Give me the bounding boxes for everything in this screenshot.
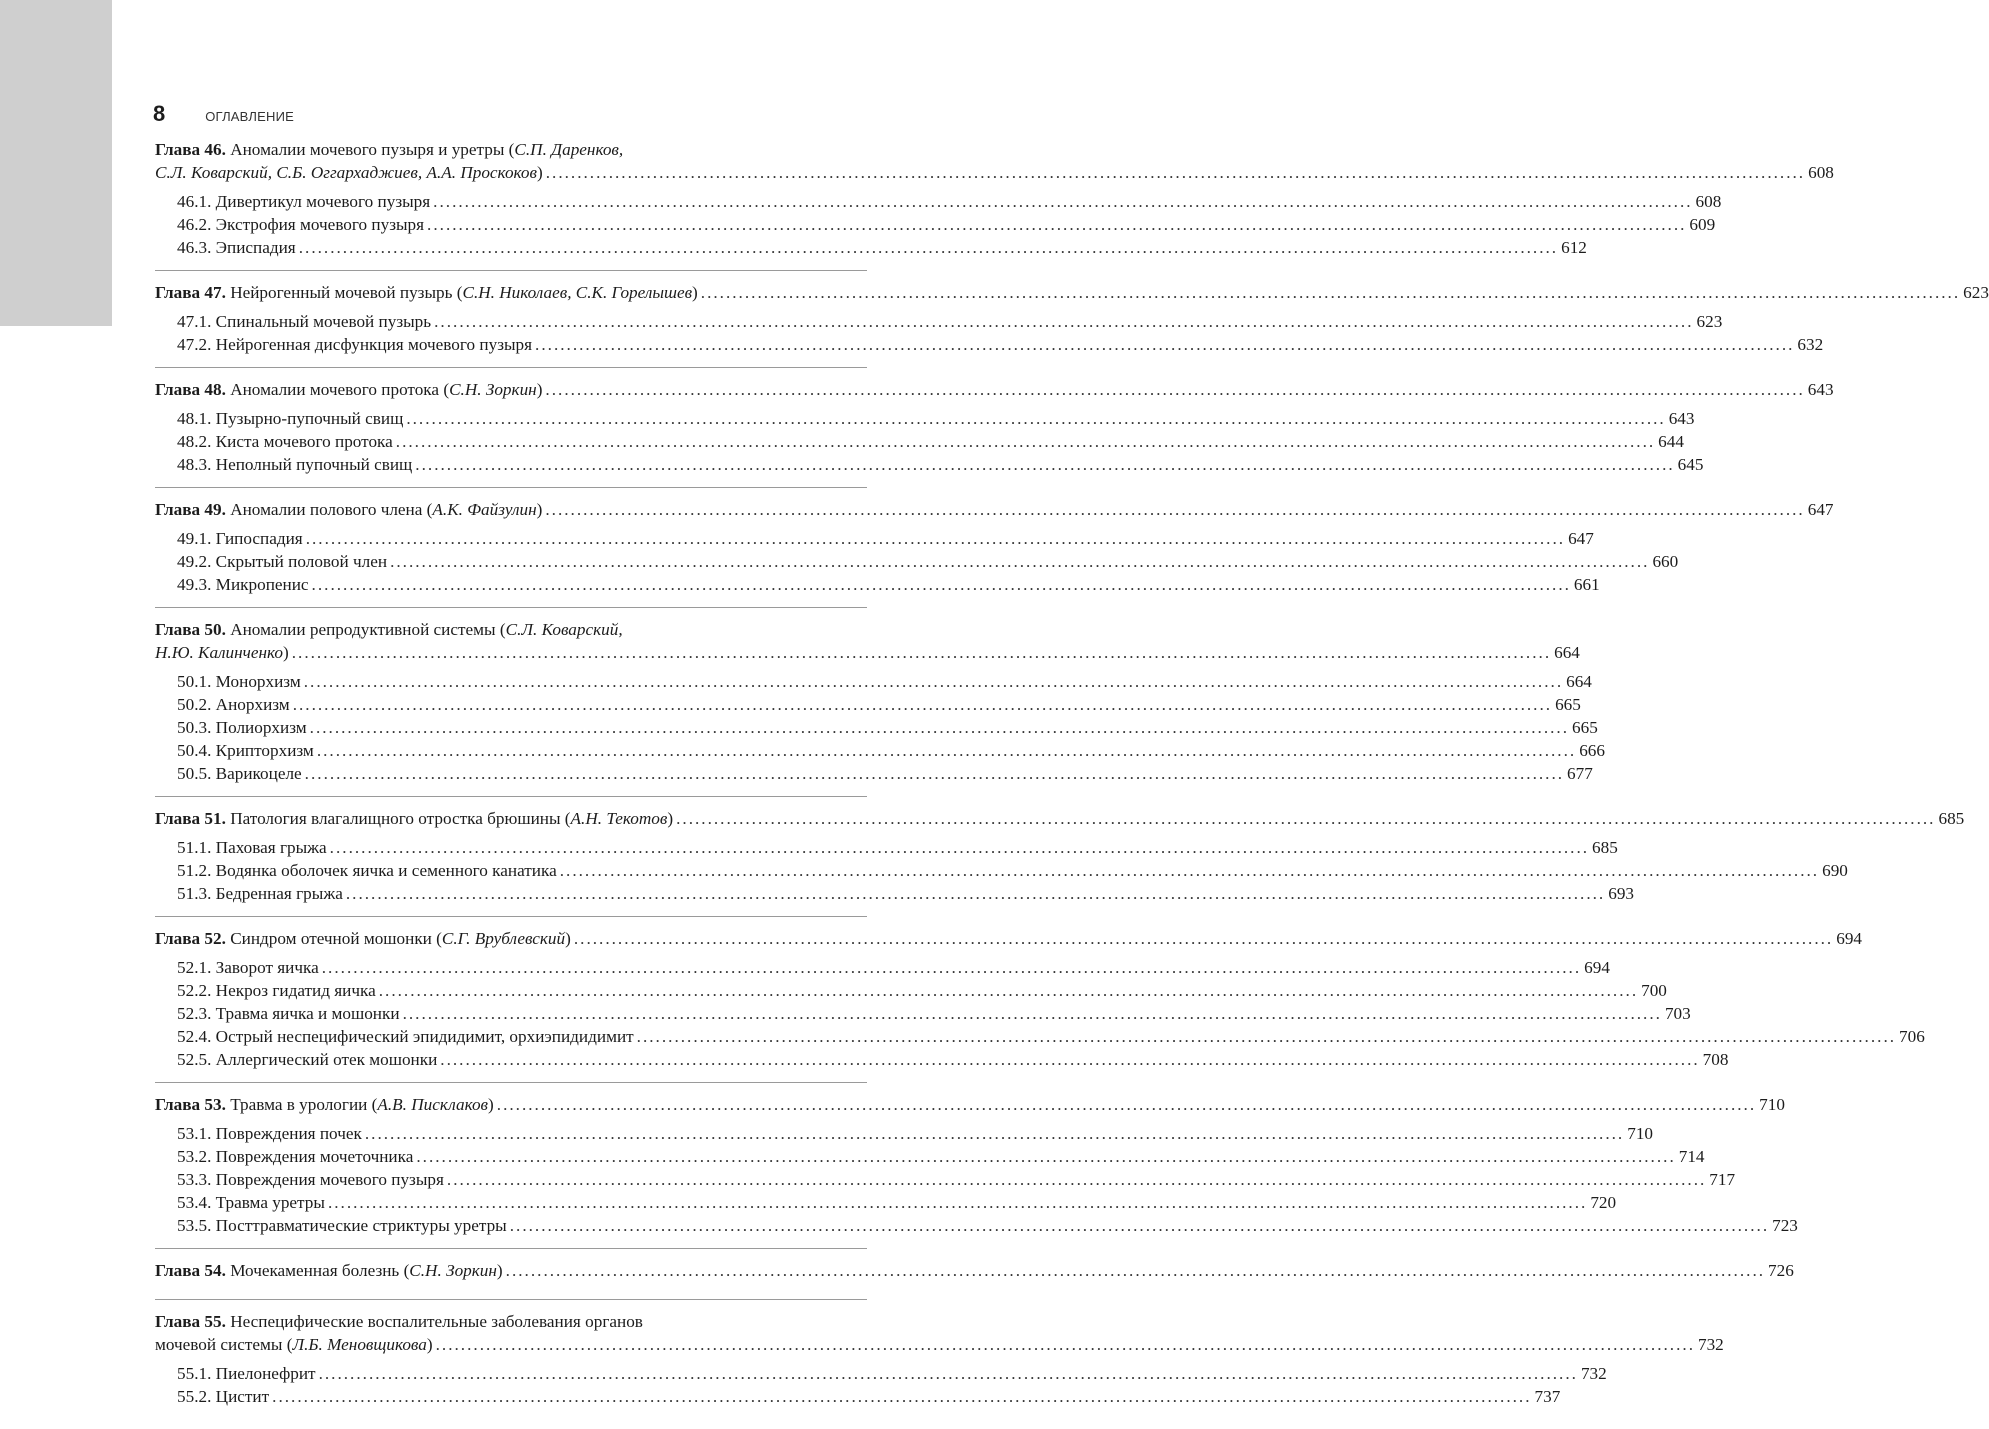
toc-entry[interactable] (155, 1385, 1561, 1408)
chapter-label: Глава 54. (155, 1261, 226, 1280)
dot-leader: ........................................................................................................................................................................................................ (327, 1193, 1588, 1212)
toc-entry[interactable] (155, 1191, 1617, 1214)
chapter-49 (155, 498, 1834, 608)
chapter-54 (155, 1259, 1794, 1300)
page-ref: 647 (1807, 500, 1834, 519)
toc-entry[interactable] (155, 1002, 1691, 1025)
dot-leader: ........................................................................................................................................................................................................ (378, 981, 1639, 1000)
entry-title: 47.2. Нейрогенная дисфункция мочевого пузыря (177, 335, 533, 354)
toc-entry[interactable] (155, 430, 1684, 453)
chapter-heading[interactable] (155, 138, 1834, 184)
chapter-53 (155, 1093, 1798, 1249)
toc-entry[interactable] (155, 407, 1695, 430)
toc-entry[interactable] (155, 213, 1716, 236)
toc-entry[interactable] (155, 1048, 1729, 1071)
toc-entry[interactable] (155, 882, 1634, 905)
page-ref: 732 (1697, 1335, 1724, 1354)
page-ref: 608 (1808, 163, 1834, 182)
dot-leader: ........................................................................................................................................................................................................ (433, 192, 1693, 211)
page-ref: 644 (1658, 432, 1684, 451)
toc-entry[interactable] (155, 310, 1723, 333)
entry-title: 52.2. Некроз гидатид яичка (177, 981, 376, 1000)
toc-entry[interactable] (155, 693, 1581, 716)
entry-title: 50.2. Анорхизм (177, 695, 290, 714)
toc-entry[interactable] (155, 956, 1610, 979)
chapter-authors: Л.Б. Меновщикова (292, 1335, 427, 1354)
page-ref: 664 (1554, 643, 1580, 662)
chapter-authors: Н.Ю. Калинченко (155, 643, 283, 662)
chapter-title-close: ) (667, 809, 674, 828)
toc-entry[interactable] (155, 1145, 1705, 1168)
page-ref: 717 (1709, 1170, 1736, 1189)
dot-leader: ........................................................................................................................................................................................................ (304, 764, 1565, 783)
dot-leader: ........................................................................................................................................................................................................ (318, 1364, 1578, 1383)
page-ref: 665 (1572, 718, 1598, 737)
page-ref: 693 (1608, 884, 1634, 903)
chapter-title-close: ) (536, 163, 543, 182)
chapter-51 (155, 807, 1965, 917)
chapter-authors: С.Л. Коварский, С.Б. Оггархаджиев, А.А. Проскоков (155, 163, 537, 182)
dot-leader: ........................................................................................................................................................................................................ (416, 1147, 1676, 1166)
entry-title: 51.2. Водянка оболочек яичка и семенного канатика (177, 861, 557, 880)
dot-leader: ........................................................................................................................................................................................................ (329, 838, 1590, 857)
chapter-title: Мочекаменная болезнь ( (230, 1261, 410, 1280)
chapter-title: Травма в урологии ( (230, 1095, 378, 1114)
dot-leader: ........................................................................................................................................................................................................ (446, 1170, 1707, 1189)
page-ref: 660 (1652, 552, 1679, 571)
chapter-heading[interactable] (155, 618, 1580, 664)
chapter-authors: С.Г. Врублевский (441, 929, 566, 948)
chapter-title-close: ) (426, 1335, 433, 1354)
dot-leader: ........................................................................................................................................................................................................ (390, 552, 1650, 571)
entry-title: 49.3. Микропенис (177, 575, 309, 594)
chapter-heading[interactable] (155, 927, 1862, 950)
dot-leader: ........................................................................................................................................................................................................ (509, 1216, 1770, 1235)
entry-title: 46.2. Экстрофия мочевого пузыря (177, 215, 425, 234)
dot-leader: ........................................................................................................................................................................................................ (298, 238, 1559, 257)
chapter-55 (155, 1310, 1724, 1419)
chapter-48 (155, 378, 1834, 488)
toc-entry[interactable] (155, 453, 1704, 476)
chapter-title-close: ) (692, 283, 698, 302)
dot-leader: ........................................................................................................................................................................................................ (496, 1095, 1757, 1114)
chapter-heading[interactable] (155, 1259, 1794, 1282)
page-ref: 666 (1579, 741, 1605, 760)
chapter-authors: А.К. Файзулин (432, 500, 537, 519)
chapter-50 (155, 618, 1605, 797)
toc-entry[interactable] (155, 739, 1605, 762)
toc-entry[interactable] (155, 236, 1587, 259)
page-ref: 714 (1678, 1147, 1705, 1166)
toc-entry[interactable] (155, 550, 1679, 573)
dot-leader: ........................................................................................................................................................................................................ (545, 380, 1805, 399)
page-ref: 664 (1566, 672, 1592, 691)
toc-entry[interactable] (155, 333, 1824, 356)
page-ref: 706 (1899, 1027, 1925, 1046)
chapter-title-close: ) (565, 929, 571, 948)
page-ref: 677 (1567, 764, 1593, 783)
dot-leader: ........................................................................................................................................................................................................ (305, 529, 1566, 548)
entry-title: 52.5. Аллергический отек мошонки (177, 1050, 438, 1069)
chapter-heading[interactable] (155, 1310, 1724, 1356)
page-ref: 609 (1689, 215, 1716, 234)
chapter-label: Глава 46. (155, 140, 226, 159)
chapter-title-close: ) (488, 1095, 494, 1114)
chapter-authors: С.Н. Николаев, С.К. Горелышев (462, 283, 693, 302)
table-of-contents (155, 138, 1989, 1429)
page-ref: 690 (1822, 861, 1848, 880)
entry-title: 50.1. Монорхизм (177, 672, 301, 691)
chapter-authors: С.Н. Зоркин (449, 380, 537, 399)
chapter-label: Глава 51. (155, 809, 226, 828)
chapter-authors: С.Н. Зоркин (409, 1261, 497, 1280)
chapter-title-line (155, 641, 1580, 664)
chapter-title-close: ) (536, 500, 543, 519)
toc-entry[interactable] (155, 527, 1594, 550)
entry-title: 46.3. Эписпадия (177, 238, 296, 257)
toc-entry[interactable] (155, 1362, 1607, 1385)
toc-entry[interactable] (155, 1214, 1798, 1237)
chapter-title: Аномалии полового члена ( (230, 500, 433, 519)
entry-title: 52.4. Острый неспецифический эпидидимит, орхиэпидидимит (177, 1027, 634, 1046)
dot-leader: ........................................................................................................................................................................................................ (292, 695, 1553, 714)
dot-leader: ........................................................................................................................................................................................................ (427, 215, 1687, 234)
page-ref: 612 (1561, 238, 1587, 257)
page-ref: 643 (1807, 380, 1834, 399)
page-ref: 647 (1568, 529, 1594, 548)
toc-entry[interactable] (155, 836, 1618, 859)
chapter-title: Нейрогенный мочевой пузырь ( (230, 283, 463, 302)
entry-title: 52.1. Заворот яичка (177, 958, 319, 977)
chapter-authors: А.В. Писклаков (377, 1095, 489, 1114)
toc-entry[interactable] (155, 979, 1667, 1002)
chapter-title: Аномалии мочевого пузыря и уретры ( (230, 140, 515, 159)
dot-leader: ........................................................................................................................................................................................................ (272, 1387, 1532, 1406)
toc-entry[interactable] (155, 573, 1600, 596)
dot-leader: ........................................................................................................................................................................................................ (316, 741, 1577, 760)
page-ref: 623 (1696, 312, 1723, 331)
chapter-47 (155, 281, 1989, 368)
chapter-title: Аномалии мочевого протока ( (230, 380, 450, 399)
toc-entry[interactable] (155, 1168, 1736, 1191)
dot-leader: ........................................................................................................................................................................................................ (309, 718, 1570, 737)
dot-leader: ........................................................................................................................................................................................................ (434, 312, 1694, 331)
dot-leader: ........................................................................................................................................................................................................ (435, 1335, 1695, 1354)
entry-title: 52.3. Травма яичка и мошонки (177, 1004, 400, 1023)
entry-title: 46.1. Дивертикул мочевого пузыря (177, 192, 431, 211)
dot-leader: ........................................................................................................................................................................................................ (636, 1027, 1897, 1046)
chapter-title: мочевой системы ( (155, 1335, 293, 1354)
page-ref: 710 (1759, 1095, 1785, 1114)
page-ref: 643 (1668, 409, 1695, 428)
entry-title: 48.2. Киста мочевого протока (177, 432, 393, 451)
dot-leader: ........................................................................................................................................................................................................ (573, 929, 1834, 948)
page-ref: 700 (1641, 981, 1667, 1000)
chapter-label: Глава 47. (155, 283, 226, 302)
chapter-authors: С.П. Даренков, (514, 140, 624, 159)
chapter-title-line (155, 161, 1834, 184)
dot-leader: ........................................................................................................................................................................................................ (676, 809, 1936, 828)
chapter-title-line (155, 1310, 867, 1333)
entry-title: 53.3. Повреждения мочевого пузыря (177, 1170, 444, 1189)
chapter-46 (155, 138, 1834, 271)
chapter-title-line (155, 1333, 1724, 1356)
dot-leader: ........................................................................................................................................................................................................ (700, 283, 1961, 302)
margin-band (0, 0, 112, 326)
chapter-heading[interactable] (155, 281, 1989, 304)
toc-entry[interactable] (155, 670, 1592, 693)
page-ref: 737 (1534, 1387, 1561, 1406)
chapter-label: Глава 48. (155, 380, 226, 399)
chapter-label: Глава 50. (155, 620, 226, 639)
page-ref: 720 (1590, 1193, 1617, 1212)
chapter-label: Глава 53. (155, 1095, 226, 1114)
page-ref: 710 (1627, 1124, 1653, 1143)
running-head (153, 101, 294, 127)
chapter-title-line (155, 618, 867, 641)
chapter-title: Синдром отечной мошонки ( (230, 929, 442, 948)
entry-title: 53.5. Посттравматические стриктуры уретры (177, 1216, 507, 1235)
dot-leader: ........................................................................................................................................................................................................ (345, 884, 1606, 903)
page-ref: 732 (1580, 1364, 1607, 1383)
page-ref: 661 (1573, 575, 1600, 594)
dot-leader: ........................................................................................................................................................................................................ (415, 455, 1675, 474)
entry-title: 50.4. Крипторхизм (177, 741, 314, 760)
toc-entry[interactable] (155, 716, 1598, 739)
entry-title: 47.1. Спинальный мочевой пузырь (177, 312, 432, 331)
chapter-title-close: ) (536, 380, 543, 399)
page-ref: 723 (1772, 1216, 1798, 1235)
chapter-title-close: ) (496, 1261, 503, 1280)
entry-title: 48.1. Пузырно-пупочный свищ (177, 409, 404, 428)
chapter-label: Глава 55. (155, 1312, 226, 1331)
entry-title: 49.1. Гипоспадия (177, 529, 303, 548)
dot-leader: ........................................................................................................................................................................................................ (402, 1004, 1662, 1023)
dot-leader: ........................................................................................................................................................................................................ (440, 1050, 1700, 1069)
page-ref: 645 (1677, 455, 1704, 474)
page-ref: 685 (1938, 809, 1965, 828)
toc-entry[interactable] (155, 762, 1593, 785)
dot-leader: ........................................................................................................................................................................................................ (395, 432, 1656, 451)
page-ref: 726 (1768, 1261, 1794, 1280)
chapter-heading[interactable] (155, 498, 1834, 521)
chapter-title-close: ) (283, 643, 289, 662)
page-ref: 623 (1963, 283, 1989, 302)
entry-title: 51.1. Паховая грыжа (177, 838, 327, 857)
chapter-title: Патология влагалищного отростка брюшины ( (230, 809, 571, 828)
dot-leader: ........................................................................................................................................................................................................ (545, 500, 1805, 519)
chapter-heading[interactable] (155, 378, 1834, 401)
dot-leader: ........................................................................................................................................................................................................ (559, 861, 1820, 880)
entry-title: 53.4. Травма уретры (177, 1193, 325, 1212)
dot-leader: ........................................................................................................................................................................................................ (321, 958, 1582, 977)
page-ref: 665 (1555, 695, 1581, 714)
chapter-52 (155, 927, 1925, 1083)
dot-leader: ........................................................................................................................................................................................................ (291, 643, 1552, 662)
dot-leader: ........................................................................................................................................................................................................ (505, 1261, 1766, 1280)
dot-leader: ........................................................................................................................................................................................................ (535, 335, 1795, 354)
section-title: ОГЛАВЛЕНИЕ (205, 109, 295, 124)
toc-entry[interactable] (155, 1122, 1653, 1145)
page-ref: 703 (1664, 1004, 1691, 1023)
entry-title: 51.3. Бедренная грыжа (177, 884, 343, 903)
chapter-authors: А.Н. Текотов (570, 809, 668, 828)
chapter-title: Аномалии репродуктивной системы ( (230, 620, 506, 639)
dot-leader: ........................................................................................................................................................................................................ (303, 672, 1564, 691)
chapter-title: Неспецифические воспалительные заболевания органов (230, 1312, 643, 1331)
entry-title: 55.2. Цистит (177, 1387, 270, 1406)
toc-entry[interactable] (155, 190, 1722, 213)
entry-title: 53.1. Повреждения почек (177, 1124, 362, 1143)
page-number: 8 (153, 101, 166, 126)
page-ref: 632 (1797, 335, 1824, 354)
entry-title: 49.2. Скрытый половой член (177, 552, 388, 571)
page-ref: 708 (1702, 1050, 1729, 1069)
chapter-label: Глава 52. (155, 929, 226, 948)
entry-title: 55.1. Пиелонефрит (177, 1364, 316, 1383)
chapter-heading[interactable] (155, 1093, 1785, 1116)
chapter-authors: С.Л. Коварский, (505, 620, 623, 639)
page-ref: 608 (1695, 192, 1722, 211)
toc-entry[interactable] (155, 859, 1848, 882)
dot-leader: ........................................................................................................................................................................................................ (311, 575, 1571, 594)
chapter-label: Глава 49. (155, 500, 226, 519)
entry-title: 48.3. Неполный пупочный свищ (177, 455, 413, 474)
entry-title: 50.3. Полиорхизм (177, 718, 307, 737)
dot-leader: ........................................................................................................................................................................................................ (545, 163, 1806, 182)
dot-leader: ........................................................................................................................................................................................................ (406, 409, 1666, 428)
entry-title: 50.5. Варикоцеле (177, 764, 302, 783)
toc-entry[interactable] (155, 1025, 1925, 1048)
page-ref: 694 (1836, 929, 1862, 948)
page-ref: 694 (1584, 958, 1610, 977)
entry-title: 53.2. Повреждения мочеточника (177, 1147, 414, 1166)
chapter-heading[interactable] (155, 807, 1965, 830)
chapter-title-line (155, 138, 867, 161)
page-ref: 685 (1592, 838, 1618, 857)
dot-leader: ........................................................................................................................................................................................................ (364, 1124, 1625, 1143)
